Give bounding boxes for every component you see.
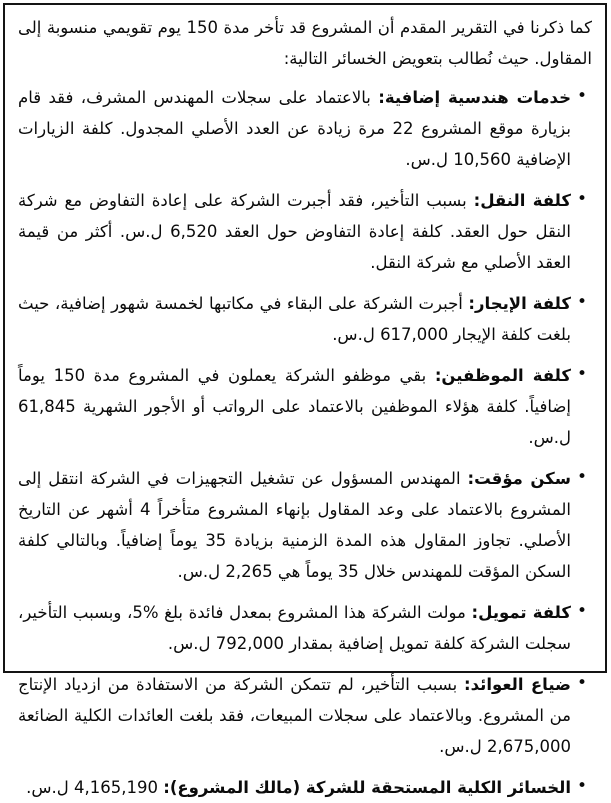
loss-claims-list [18,82,594,803]
list-item-total-losses [18,772,587,803]
item-text: بسبب التأخير، فقد أجبرت الشركة على إعادة التفاوض مع شركة النقل حول العقد. كلفة إعادة التفاوض حول العقد 6,520 ل.س. أكثر من قيمة العقد الأصلي مع شركة النقل. [18,191,571,272]
intro-paragraph: كما ذكرنا في التقرير المقدم أن المشروع قد تأخر مدة 150 يوم تقويمي منسوبة إلى المقاول. حيث نُطالب بتعويض الخسائر التالية: [18,18,592,68]
item-term: كلفة النقل: [473,191,571,210]
list-item-rent-cost [18,288,587,350]
document-content [18,12,594,803]
item-term: خدمات هندسية إضافية: [378,88,571,107]
list-item-temporary-housing [18,463,587,587]
item-term: كلفة الموظفين: [434,366,571,385]
item-text: 4,165,190 ل.س. [26,778,164,797]
bullet-icon: • [576,364,587,384]
bullet-icon: • [576,776,587,796]
bullet-icon: • [576,467,587,487]
item-text: أجبرت الشركة على البقاء في مكاتبها لخمسة شهور إضافية، حيث بلغت كلفة الإيجار 617,000 ل.س. [18,294,571,344]
item-text: بسبب التأخير، لم تتمكن الشركة من الاستفادة من ازدياد الإنتاج من المشروع. وبالاعتماد على سجلات المبيعات، فقد بلغت العائدات الكلية الضائعة 2,675,000 ل.س. [18,675,571,756]
item-text: مولت الشركة هذا المشروع بمعدل فائدة بلغ %5، وبسبب التأخير، سجلت الشركة كلفة تمويل إضافية بمقدار 792,000 ل.س. [18,603,571,653]
item-term: كلفة تمويل: [471,603,571,622]
list-item-staff-cost [18,360,587,453]
item-term: سكن مؤقت: [467,469,571,488]
list-item-financing-cost [18,597,587,659]
list-item-transport-cost [18,185,587,278]
bullet-icon: • [576,673,587,693]
item-term: الخسائر الكلية المستحقة للشركة (مالك المشروع): [163,778,571,797]
bullet-icon: • [576,189,587,209]
item-text: بقي موظفو الشركة يعملون في المشروع مدة 150 يوماً إضافياً. كلفة هؤلاء الموظفين بالاعتماد على الرواتب أو الأجور الشهرية 61,845 ل.س. [18,366,571,447]
list-item-lost-returns [18,669,587,762]
bullet-icon: • [576,601,587,621]
item-text: المهندس المسؤول عن تشغيل التجهيزات في الشركة انتقل إلى المشروع بالاعتماد على وعد المقاول بإنهاء المشروع متأخراً 4 أشهر عن التاريخ الأصلي. تجاوز المقاول هذه المدة الزمنية بزيادة 35 يوماً إضافياً. وبالتالي كلفة السكن المؤقت للمهندس خلال 35 يوماً هي 2,265 ل.س. [18,469,572,581]
bullet-icon: • [576,86,587,106]
list-item-engineering-services [18,82,587,175]
document-border-frame [3,3,607,797]
bullet-icon: • [576,292,587,312]
item-term: كلفة الإيجار: [468,294,571,313]
item-text: بالاعتماد على سجلات المهندس المشرف، فقد قام بزيارة موقع المشروع 22 مرة زيادة عن العدد الأصلي المجدول. كلفة الزيارات الإضافية 10,560 ل.س. [18,88,571,169]
item-term: ضياع العوائد: [464,675,571,694]
